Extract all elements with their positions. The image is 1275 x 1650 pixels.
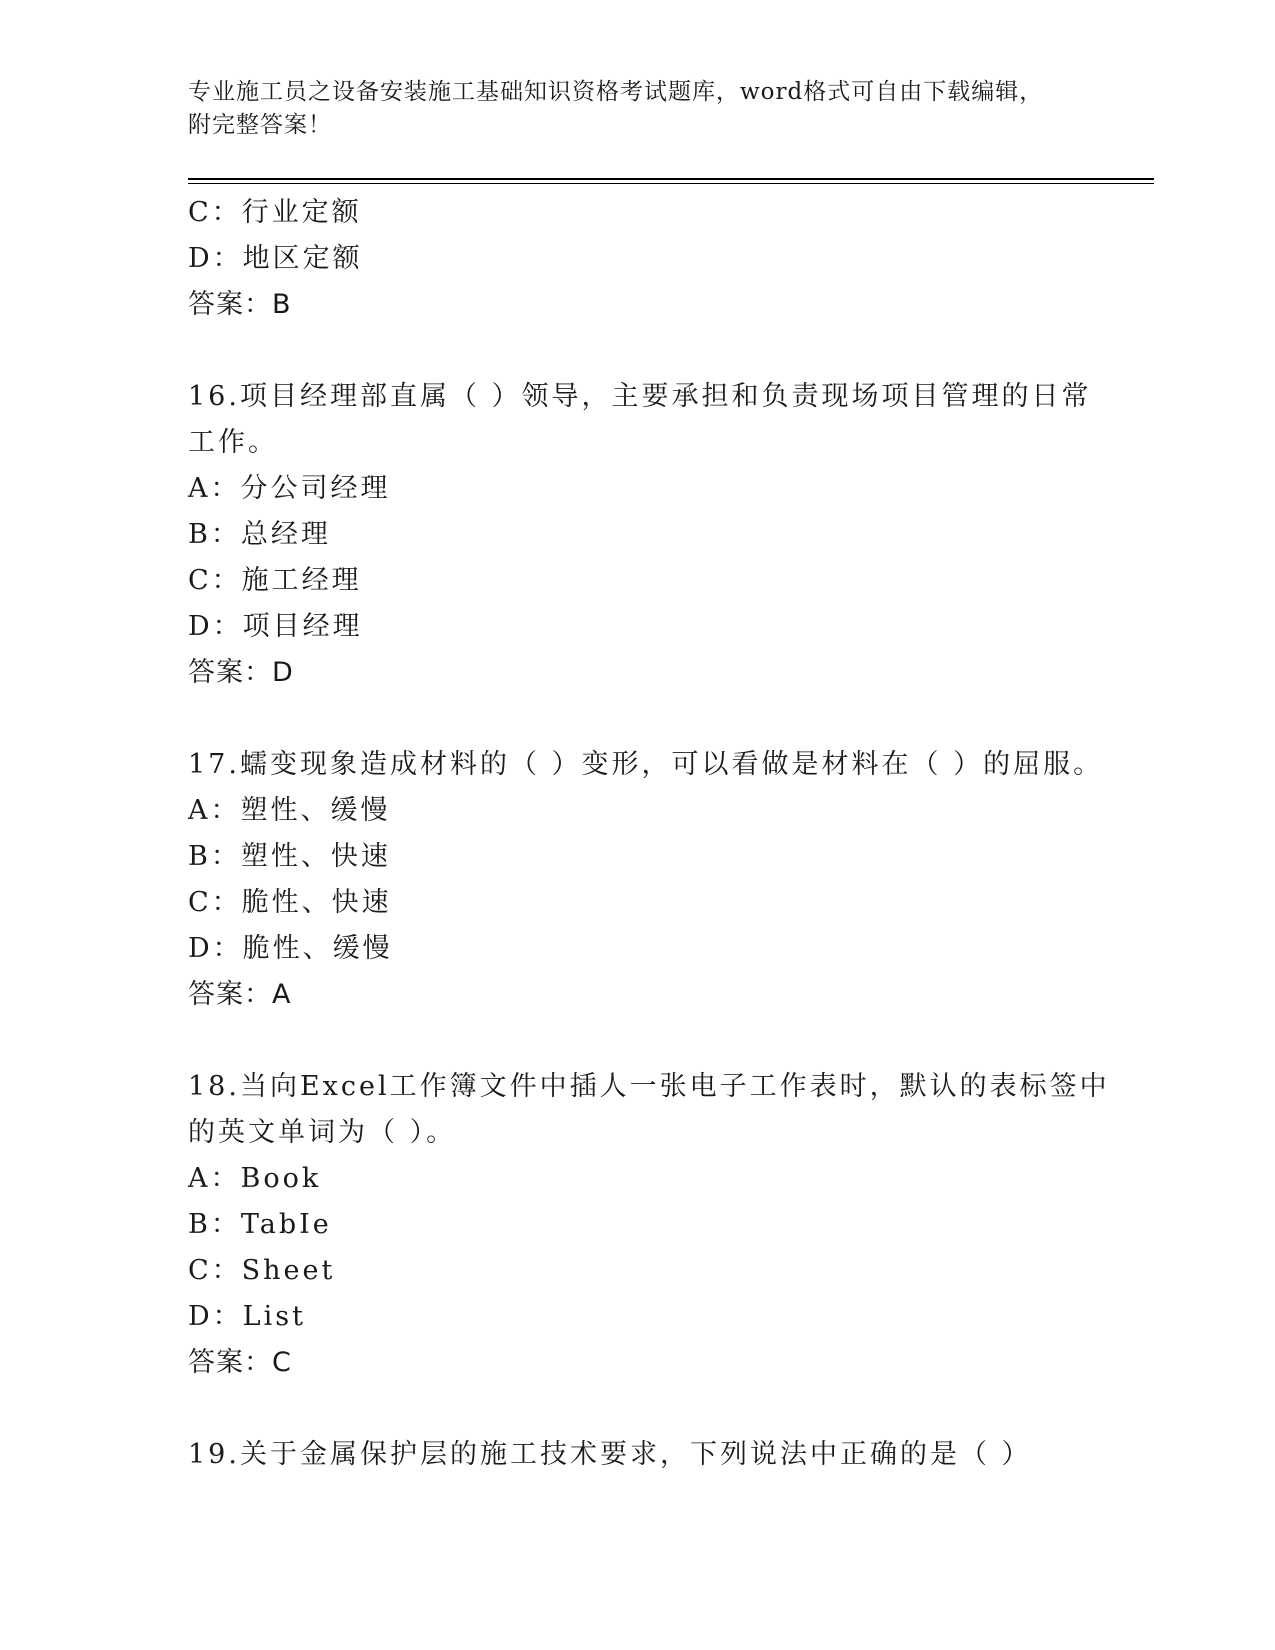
question-stem: 17.蠕变现象造成材料的（ ）变形，可以看做是材料在（ ）的屈服。 [188,749,1104,780]
option-d: D：项目经理 [188,611,363,642]
option-c: C：Sheet [188,1255,336,1286]
option-c: C：施工经理 [188,565,362,596]
question-stem-continued: 工作。 [188,427,278,458]
question-19 [188,1432,1088,1478]
question-18 [188,1064,1110,1386]
header-line-1: 专业施工员之设备安装施工基础知识资格考试题库，word格式可自由下载编辑， [188,79,1044,105]
question-list [188,190,1110,1478]
spacer [188,328,1088,374]
header-divider-top [188,178,1154,180]
answer-line: 答案：A [188,979,292,1010]
document-header [188,76,1088,142]
answer-line: 答案：B [188,289,292,320]
question-stem: 18.当向Excel工作簿文件中插人一张电子工作表时，默认的表标签中 [188,1071,1110,1102]
option-d: D：脆性、缓慢 [188,933,393,964]
option-b: B：塑性、快速 [188,841,391,872]
question-stem: 19.关于金属保护层的施工技术要求，下列说法中正确的是（ ） [188,1439,1032,1470]
option-b: B：总经理 [188,519,331,550]
option-d: D：List [188,1301,306,1332]
spacer [188,1018,1088,1064]
header-line-2: 附完整答案！ [188,112,332,138]
answer-line: 答案：C [188,1347,292,1378]
spacer [188,696,1088,742]
header-divider-bottom [188,183,1154,184]
option-c: C：脆性、快速 [188,887,392,918]
option-d: D：地区定额 [188,243,363,274]
question-15-tail [188,190,1088,328]
question-stem: 16.项目经理部直属（ ）领导，主要承担和负责现场项目管理的日常 [188,381,1092,412]
answer-line: 答案：D [188,657,294,688]
option-a: A：Book [188,1163,322,1194]
question-16 [188,374,1092,696]
option-c: C：行业定额 [188,197,362,228]
option-a: A：塑性、缓慢 [188,795,391,826]
option-a: A：分公司经理 [188,473,391,504]
question-17 [188,742,1104,1018]
question-stem-continued: 的英文单词为（ ）。 [188,1117,457,1148]
spacer [188,1386,1088,1432]
option-b: B：TabIe [188,1209,332,1240]
